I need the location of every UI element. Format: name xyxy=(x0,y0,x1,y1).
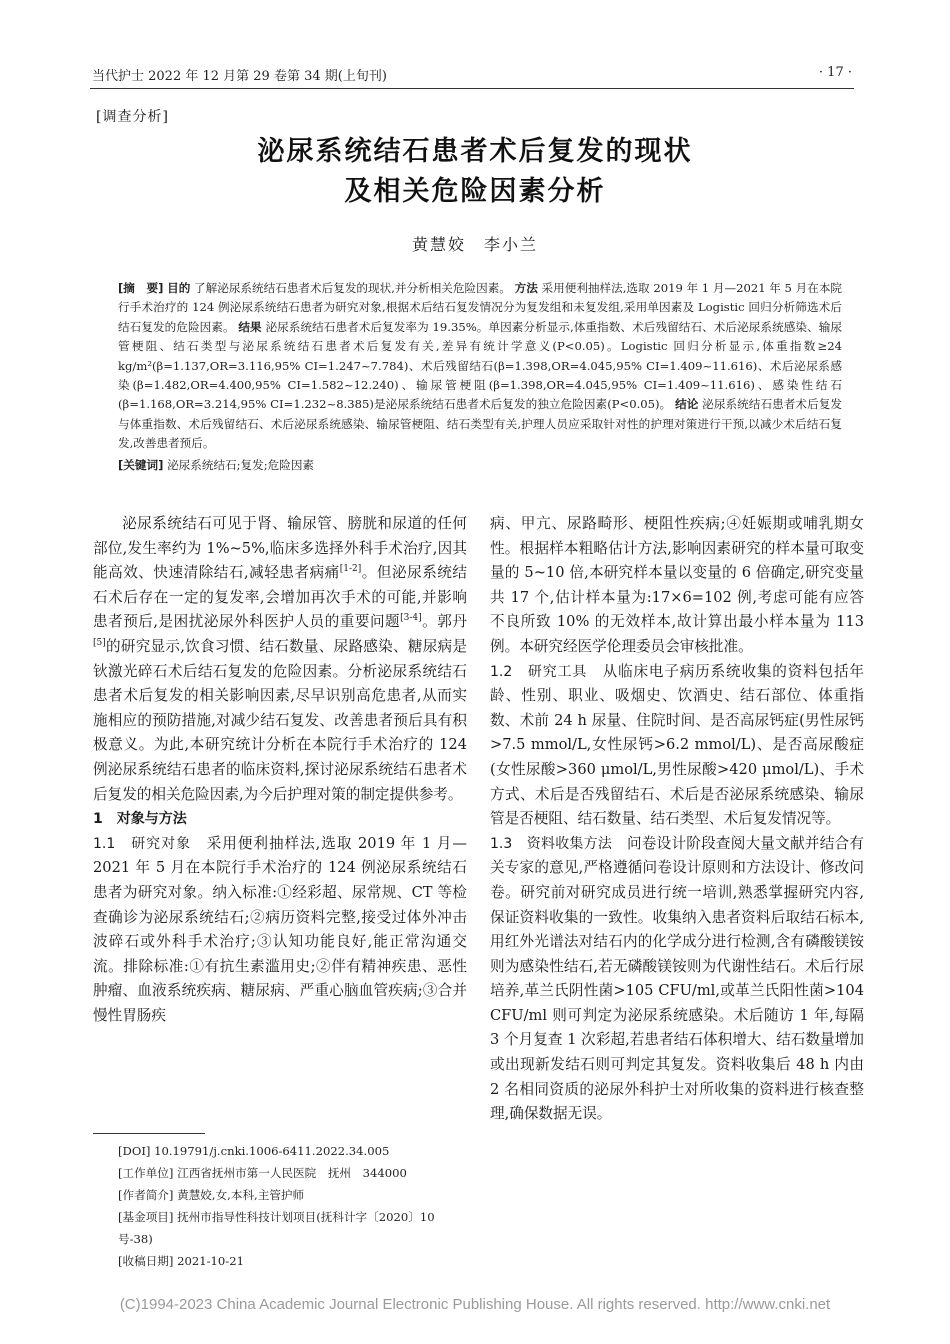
intro-paragraph xyxy=(93,512,467,807)
subsection-1-1 xyxy=(93,832,467,1029)
keywords: 泌尿系统结石;复发;危险因素 xyxy=(167,457,315,472)
abstract-objective: 了解泌尿系统结石患者术后复发的现状,并分析相关危险因素。 xyxy=(194,281,511,295)
intro-text-3: 。郭丹 xyxy=(421,613,467,631)
subsection-1-3-label: 1.3 资料收集方法 xyxy=(490,835,613,852)
footnote-author-bio: [作者简介] 黄慧姣,女,本科,主管护师 xyxy=(118,1188,305,1202)
citation-1: [1-2] xyxy=(339,564,362,575)
conclusion-label: 结论 xyxy=(675,397,699,412)
subsection-1-3-text: 问卷设计阶段查阅大量文献并结合有关专家的意见,严格遵循问卷设计原则和方法设计、修改问卷。研究前对研究成员进行统一培训,熟悉掌握研究内容,保证资料收集的一致性。收集纳入患者资料后取结石标本,用红外光谱法对结石内的化学成分进行检测,含有磷酸镁铵则为感染性结石,若无磷酸镁铵则为代谢性结石。术后行尿培养,革兰氏阴性菌>105 CFU/ml,或革兰氏阳性菌>104 CFU/ml 则可判定为泌尿系统感染。术后随访 1 年,每隔 3 个月复查 1 次彩超,若患者结石体积增大、结石数量增加或出现新发结石则可判定其复发。资料收集后 48 h 内由 2 名相同资质的泌尿外科护士对所收集的资料进行核查整理,确保数据无误。 xyxy=(490,834,864,1123)
footnote-fund: [基金项目] 抚州市指导性科技计划项目(抚科计字〔2020〕10 号-38) xyxy=(118,1210,435,1246)
intro-text-2: 。但泌尿系统结石术后存在一定的复发率,会增加再次手术的可能,并影响患者预后,是困扰泌尿外科医护人员的重要问题 xyxy=(93,564,467,631)
body-column-left xyxy=(93,512,467,1028)
footnote-doi: [DOI] 10.19791/j.cnki.1006-6411.2022.34.005 xyxy=(118,1144,390,1158)
abstract-method: 采用便利抽样法,选取 2019 年 1 月—2021 年 5 月在本院行手术治疗的 124 例泌尿系统结石患者为研究对象,根据术后结石复发情况分为复发组和未复发组,采用单因素及 Logistic 回归分析筛选术后结石复发的危险因素。 xyxy=(118,281,843,334)
page-number: · 17 · xyxy=(818,65,852,80)
footnote-affiliation: [工作单位] 江西省抚州市第一人民医院 抚州 344000 xyxy=(118,1166,407,1180)
footnotes xyxy=(118,1140,468,1272)
citation-3: [5] xyxy=(93,638,106,649)
footnote-divider xyxy=(93,1133,205,1134)
subsection-1-2 xyxy=(490,660,864,832)
title-line-1: 泌尿系统结石患者术后复发的现状 xyxy=(257,136,693,167)
body-column-right xyxy=(490,512,864,1127)
running-header xyxy=(92,62,852,84)
copyright-watermark: (C)1994-2023 China Academic Journal Electronic Publishing House. All rights reserved. http://www.cnki.net xyxy=(119,1296,831,1313)
subsection-1-1-continued: 病、甲亢、尿路畸形、梗阻性疾病;④妊娠期或哺乳期女性。根据样本粗略估计方法,影响因素研究的样本量可取变量的 5~10 倍,本研究样本量以变量的 6 倍确定,研究变量共 17 个,估计样本量为:17×6=102 例,考虑可能有应答不良所致 10% 的无效样本,故计算出最小样本量为 113 例。本研究经医学伦理委员会审核批准。 xyxy=(490,515,864,655)
article-title xyxy=(0,132,950,212)
subsection-1-1-text: 采用便利抽样法,选取 2019 年 1 月—2021 年 5 月在本院行手术治疗的 124 例泌尿系统结石患者为研究对象。纳入标准:①经彩超、尿常规、CT 等检查确诊为泌尿系统结石;②病历资料完整,接受过体外冲击波碎石或外科手术治疗;③认知功能良好,能正常沟通交流。排除标准:①有抗生素滥用史;②伴有精神疾患、恶性肿瘤、血液系统疾病、糖尿病、严重心脑血管疾病;③合并慢性胃肠疾 xyxy=(93,834,467,1024)
subsection-1-3 xyxy=(490,832,864,1127)
intro-text-4: 的研究显示,饮食习惯、结石数量、尿路感染、糖尿病是钬激光碎石术后结石复发的危险因素。分析泌尿系统结石患者术后复发的相关影响因素,尽早识别高危患者,从而实施相应的预防措施,对减少结石复发、改善患者预后具有积极意义。为此,本研究统计分析在本院行手术治疗的 124 例泌尿系统结石患者的临床资料,探讨泌尿系统结石患者术后复发的相关危险因素,为今后护理对策的制定提供参考。 xyxy=(93,637,467,803)
subsection-1-1-label: 1.1 研究对象 xyxy=(93,835,192,852)
subsection-1-2-label: 1.2 研究工具 xyxy=(490,663,588,680)
author-list: 黄慧姣 李小兰 xyxy=(411,235,538,254)
result-label: 结果 xyxy=(238,319,262,334)
journal-info: 当代护士 2022 年 12 月第 29 卷第 34 期(上旬刊) xyxy=(92,69,387,84)
intro-text-1: 泌尿系统结石可见于肾、输尿管、膀胱和尿道的任何部位,发生率约为 1%~5%,临床多选择外科手术治疗,因其能高效、快速清除结石,减轻患者病痛 xyxy=(93,515,467,582)
column-tag: [调查分析] xyxy=(96,109,169,125)
objective-label: 目的 xyxy=(167,281,191,295)
header-divider xyxy=(90,88,854,89)
footnote-received: [收稿日期] 2021-10-21 xyxy=(118,1254,244,1268)
abstract-result: 泌尿系统结石患者术后复发率为 19.35%。单因素分析显示,体重指数、术后残留结石、术后泌尿系统感染、输尿管梗阻、结石类型与泌尿系统结石患者术后复发有关,差异有统计学意义(P<0.05)。Logistic 回归分析显示,体重指数≥24 kg/m²(β=1.137,OR=3.116,95% CI=1.247~7.784)、术后残留结石(β=1.398,OR=4.045,95% CI=1.409~11.616)、术后泌尿系感染(β=1.482,OR=4.400,95% CI=1.582~12.240)、输尿管梗阻(β=1.398,OR=4.045,95% CI=1.409~11.616)、感染性结石(β=1.168,OR=3.214,95% CI=1.232~8.385)是泌尿系统结石患者术后复发的独立危险因素(P<0.05)。 xyxy=(118,319,842,412)
abstract-label: [摘 要] xyxy=(118,281,164,295)
title-line-2: 及相关危险因素分析 xyxy=(344,176,606,207)
abstract-conclusion: 泌尿系统结石患者术后复发与体重指数、术后残留结石、术后泌尿系统感染、输尿管梗阻、结石类型有关,护理人员应采取针对性的护理对策进行干预,以减少术后结石复发,改善患者预后。 xyxy=(118,397,843,451)
keywords-label: [关键词] xyxy=(118,457,164,472)
abstract xyxy=(118,279,842,475)
section-heading-1: 1 对象与方法 xyxy=(93,811,187,828)
citation-2: [3-4] xyxy=(400,613,422,624)
method-label: 方法 xyxy=(514,281,538,295)
subsection-1-2-text: 从临床电子病历系统收集的资料包括年龄、性别、职业、吸烟史、饮酒史、结石部位、体重指数、术前 24 h 尿量、住院时间、是否高尿钙症(男性尿钙>7.5 mmol/L,女性尿钙>6.2 mmol/L)、是否高尿酸症(女性尿酸>360 μmol/L,男性尿酸>420 μmol/L)、手术方式、术后是否残留结石、术后是否泌尿系统感染、输尿管是否梗阻、结石数量、结石类型、术后复发情况等。 xyxy=(490,662,864,828)
